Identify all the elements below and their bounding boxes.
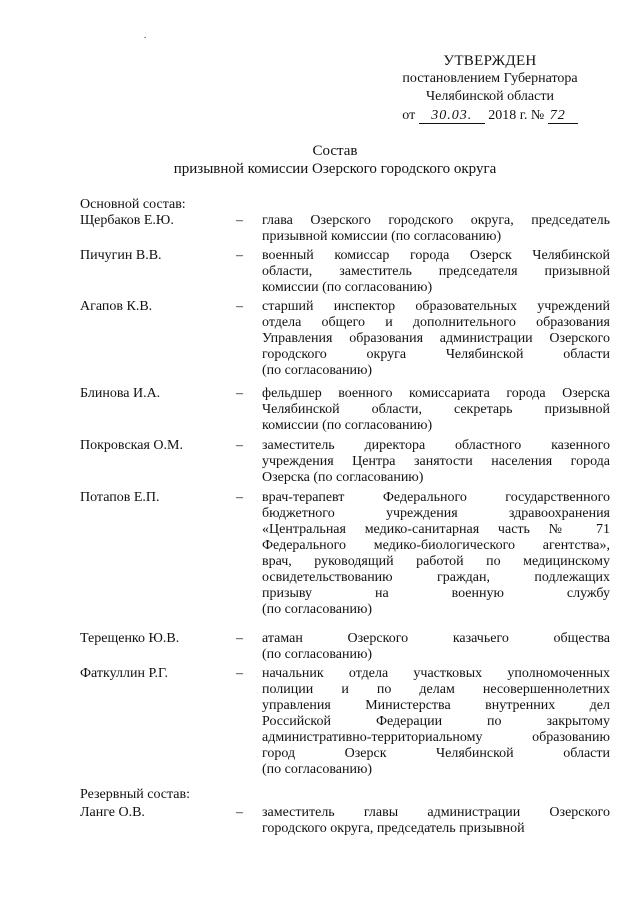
member-role-line: «Центральная медико-санитарная часть № 71 xyxy=(262,522,610,537)
member-role-line: бюджетного учреждения здравоохранения xyxy=(262,506,610,521)
member-dash: – xyxy=(236,299,243,314)
member-name: Пичугин В.В. xyxy=(80,248,162,263)
member-dash: – xyxy=(236,438,243,453)
member-role-line: начальник отдела участковых уполномоченных xyxy=(262,666,610,681)
member-role-line: учреждения Центра занятости населения города xyxy=(262,454,610,469)
main-section-label: Основной состав: xyxy=(80,197,186,212)
title-line-1: Состав xyxy=(312,143,358,159)
member-role-line: старший инспектор образовательных учреждений xyxy=(262,299,610,314)
member-role-line: заместитель директора областного казенного xyxy=(262,438,610,453)
member-role-line: Озерска (по согласованию) xyxy=(262,470,424,485)
member-role-line: городского округа Челябинской области xyxy=(262,347,610,362)
member-role-line: административно-территориальному образованию xyxy=(262,730,610,745)
member-role-line: заместитель главы администрации Озерского xyxy=(262,805,610,820)
member-name: Щербаков Е.Ю. xyxy=(80,213,174,228)
member-role-line: Федерального медико-биологического агентства», xyxy=(262,538,610,553)
member-role xyxy=(262,438,610,486)
approval-prefix: от xyxy=(402,108,416,123)
member-role xyxy=(262,490,610,618)
member-role xyxy=(262,248,610,296)
member-name: Блинова И.А. xyxy=(80,386,161,401)
member-name: Покровская О.М. xyxy=(80,438,183,453)
member-dash: – xyxy=(236,248,243,263)
member-name: Ланге О.В. xyxy=(80,805,145,820)
approval-number: 72 xyxy=(548,108,578,124)
member-role-line: (по согласованию) xyxy=(262,647,373,662)
approval-date-line xyxy=(372,107,608,125)
member-dash: – xyxy=(236,631,243,646)
approval-stamp xyxy=(372,52,608,125)
member-role-line: врач, руководящий работой по медицинскому xyxy=(262,554,610,569)
member-role-line: атаман Озерского казачьего общества xyxy=(262,631,610,646)
member-role-line: военный комиссар города Озерск Челябинской xyxy=(262,248,610,263)
document-title xyxy=(120,142,550,178)
member-role xyxy=(262,666,610,778)
approval-heading: УТВЕРЖДЕН xyxy=(443,53,537,69)
approval-line-2: Челябинской области xyxy=(426,89,554,104)
member-role-line: (по согласованию) xyxy=(262,762,373,777)
member-role-line: комиссии (по согласованию) xyxy=(262,280,433,295)
member-role-line: Управления образования администрации Озерского xyxy=(262,331,610,346)
member-dash: – xyxy=(236,490,243,505)
reserve-section-label: Резервный состав: xyxy=(80,787,191,802)
member-role-line: глава Озерского городского округа, председатель xyxy=(262,213,610,228)
member-role-line: врач-терапевт Федерального государственного xyxy=(262,490,610,505)
member-role-line: Российской Федерации по закрытому xyxy=(262,714,610,729)
member-name: Фаткуллин Р.Г. xyxy=(80,666,169,681)
member-name: Агапов К.В. xyxy=(80,299,153,314)
member-dash: – xyxy=(236,666,243,681)
member-role xyxy=(262,213,610,245)
member-role xyxy=(262,299,610,379)
member-name: Терещенко Ю.В. xyxy=(80,631,180,646)
member-dash: – xyxy=(236,213,243,228)
member-role-line: полиции и по делам несовершеннолетних xyxy=(262,682,610,697)
member-role-line: городского округа, председатель призывной xyxy=(262,821,525,836)
member-dash: – xyxy=(236,386,243,401)
member-role-line: город Озерск Челябинской области xyxy=(262,746,610,761)
member-role xyxy=(262,805,610,837)
approval-date: 30.03. xyxy=(419,108,485,124)
corner-mark: . xyxy=(144,30,147,40)
title-line-2: призывной комиссии Озерского городского округа xyxy=(173,161,497,177)
member-name: Потапов Е.П. xyxy=(80,490,160,505)
member-role-line: Челябинской области, секретарь призывной xyxy=(262,402,610,417)
member-role xyxy=(262,386,610,434)
member-role-line: (по согласованию) xyxy=(262,602,373,617)
member-role-line: призыву на военную службу xyxy=(262,586,610,601)
member-role-line: области, заместитель председателя призывной xyxy=(262,264,610,279)
member-role-line: отдела общего и дополнительного образования xyxy=(262,315,610,330)
member-role-line: (по согласованию) xyxy=(262,363,373,378)
member-role xyxy=(262,631,610,663)
approval-line-1: постановлением Губернатора xyxy=(402,71,578,86)
member-dash: – xyxy=(236,805,243,820)
member-role-line: фельдшер военного комиссариата города Озерска xyxy=(262,386,610,401)
member-role-line: освидетельствованию граждан, подлежащих xyxy=(262,570,610,585)
member-role-line: призывной комиссии (по согласованию) xyxy=(262,229,502,244)
approval-year: 2018 г. № xyxy=(488,108,545,123)
member-role-line: комиссии (по согласованию) xyxy=(262,418,433,433)
member-role-line: управления Министерства внутренних дел xyxy=(262,698,610,713)
